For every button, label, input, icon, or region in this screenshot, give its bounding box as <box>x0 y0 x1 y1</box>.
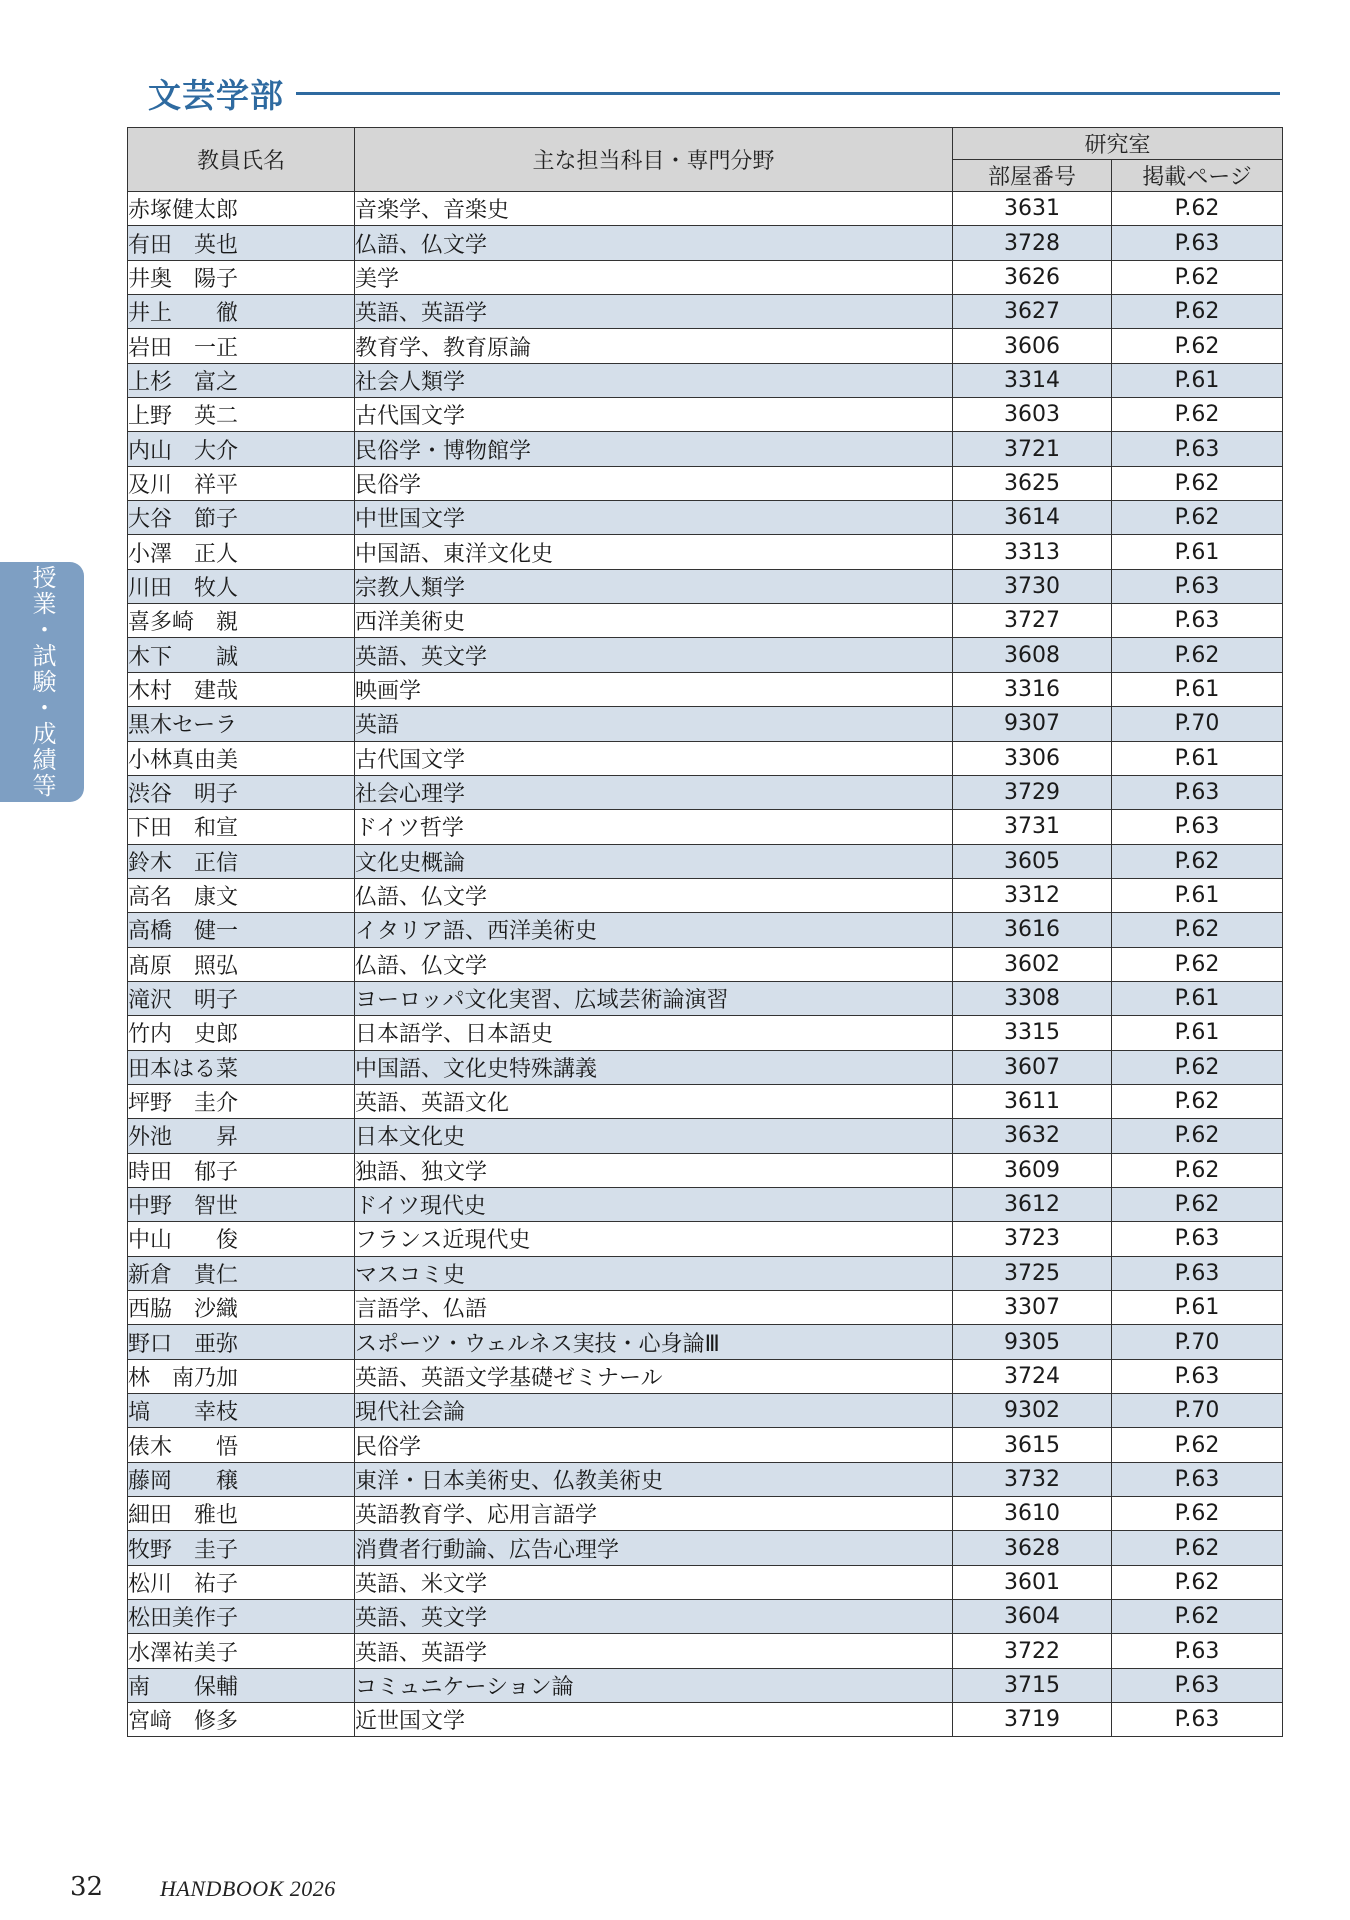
cell-page: P.61 <box>1112 1291 1283 1325</box>
cell-room: 3609 <box>953 1153 1112 1187</box>
cell-name: 中野 智世 <box>128 1187 355 1221</box>
cell-page: P.62 <box>1112 1187 1283 1221</box>
cell-page: P.62 <box>1112 1050 1283 1084</box>
cell-subject: スポーツ・ウェルネス実技・心身論Ⅲ <box>355 1325 953 1359</box>
cell-name: 黒木セーラ <box>128 707 355 741</box>
cell-room: 3602 <box>953 947 1112 981</box>
cell-subject: マスコミ史 <box>355 1256 953 1290</box>
cell-subject: 民俗学 <box>355 1428 953 1462</box>
cell-page: P.63 <box>1112 1256 1283 1290</box>
cell-room: 3724 <box>953 1359 1112 1393</box>
cell-room: 3604 <box>953 1600 1112 1634</box>
cell-room: 3725 <box>953 1256 1112 1290</box>
cell-page: P.63 <box>1112 1703 1283 1737</box>
table-row <box>128 1531 1283 1565</box>
cell-page: P.61 <box>1112 1016 1283 1050</box>
cell-name: 上野 英二 <box>128 398 355 432</box>
header-name: 教員氏名 <box>128 128 355 192</box>
table-row <box>128 1394 1283 1428</box>
cell-room: 3715 <box>953 1668 1112 1702</box>
cell-name: 上杉 富之 <box>128 363 355 397</box>
cell-room: 3611 <box>953 1084 1112 1118</box>
cell-name: 小澤 正人 <box>128 535 355 569</box>
table-row <box>128 1634 1283 1668</box>
table-row <box>128 1222 1283 1256</box>
cell-subject: 英語、英文学 <box>355 1600 953 1634</box>
cell-room: 3730 <box>953 569 1112 603</box>
cell-subject: 中世国文学 <box>355 501 953 535</box>
cell-page: P.63 <box>1112 432 1283 466</box>
table-row <box>128 741 1283 775</box>
header-page: 掲載ページ <box>1112 160 1283 192</box>
cell-subject: 現代社会論 <box>355 1394 953 1428</box>
cell-subject: 英語、英語学 <box>355 1634 953 1668</box>
table-row <box>128 535 1283 569</box>
cell-name: 鈴木 正信 <box>128 844 355 878</box>
table-row <box>128 569 1283 603</box>
cell-subject: 中国語、東洋文化史 <box>355 535 953 569</box>
table-row <box>128 775 1283 809</box>
cell-name: 髙原 照弘 <box>128 947 355 981</box>
table-row <box>128 1668 1283 1702</box>
table-row <box>128 638 1283 672</box>
cell-name: 岩田 一正 <box>128 329 355 363</box>
cell-room: 3615 <box>953 1428 1112 1462</box>
table-row <box>128 844 1283 878</box>
cell-subject: コミュニケーション論 <box>355 1668 953 1702</box>
table-row <box>128 1119 1283 1153</box>
table-row <box>128 810 1283 844</box>
cell-subject: 社会心理学 <box>355 775 953 809</box>
cell-room: 3314 <box>953 363 1112 397</box>
table-row <box>128 501 1283 535</box>
cell-room: 3605 <box>953 844 1112 878</box>
table-row <box>128 329 1283 363</box>
table-row <box>128 1256 1283 1290</box>
cell-subject: 仏語、仏文学 <box>355 947 953 981</box>
table-row <box>128 913 1283 947</box>
cell-name: 有田 英也 <box>128 226 355 260</box>
cell-name: 野口 亜弥 <box>128 1325 355 1359</box>
cell-room: 3312 <box>953 878 1112 912</box>
cell-page: P.62 <box>1112 638 1283 672</box>
cell-name: 赤塚健太郎 <box>128 192 355 226</box>
cell-page: P.62 <box>1112 329 1283 363</box>
cell-subject: 社会人類学 <box>355 363 953 397</box>
cell-subject: フランス近現代史 <box>355 1222 953 1256</box>
page-number: 32 <box>70 1872 104 1902</box>
cell-page: P.61 <box>1112 741 1283 775</box>
cell-subject: 日本語学、日本語史 <box>355 1016 953 1050</box>
cell-name: 喜多崎 親 <box>128 604 355 638</box>
cell-room: 3606 <box>953 329 1112 363</box>
cell-page: P.61 <box>1112 672 1283 706</box>
cell-name: 木村 建哉 <box>128 672 355 706</box>
cell-room: 3719 <box>953 1703 1112 1737</box>
cell-subject: 仏語、仏文学 <box>355 226 953 260</box>
cell-page: P.63 <box>1112 604 1283 638</box>
cell-page: P.62 <box>1112 295 1283 329</box>
cell-room: 3315 <box>953 1016 1112 1050</box>
cell-page: P.70 <box>1112 1394 1283 1428</box>
cell-subject: 美学 <box>355 260 953 294</box>
cell-name: 滝沢 明子 <box>128 981 355 1015</box>
cell-page: P.62 <box>1112 192 1283 226</box>
cell-page: P.62 <box>1112 398 1283 432</box>
cell-subject: 音楽学、音楽史 <box>355 192 953 226</box>
cell-room: 3307 <box>953 1291 1112 1325</box>
cell-room: 3721 <box>953 432 1112 466</box>
table-row <box>128 1187 1283 1221</box>
cell-page: P.61 <box>1112 363 1283 397</box>
cell-page: P.63 <box>1112 810 1283 844</box>
cell-subject: ドイツ現代史 <box>355 1187 953 1221</box>
cell-name: 木下 誠 <box>128 638 355 672</box>
cell-room: 3722 <box>953 1634 1112 1668</box>
cell-page: P.62 <box>1112 913 1283 947</box>
cell-room: 3729 <box>953 775 1112 809</box>
cell-page: P.62 <box>1112 1531 1283 1565</box>
cell-room: 9302 <box>953 1394 1112 1428</box>
table-row <box>128 1291 1283 1325</box>
cell-subject: 近世国文学 <box>355 1703 953 1737</box>
cell-page: P.70 <box>1112 1325 1283 1359</box>
cell-subject: ヨーロッパ文化実習、広域芸術論演習 <box>355 981 953 1015</box>
table-row <box>128 1600 1283 1634</box>
table-row <box>128 295 1283 329</box>
table-row <box>128 1050 1283 1084</box>
side-tab[interactable] <box>0 562 84 802</box>
table-row <box>128 672 1283 706</box>
cell-page: P.62 <box>1112 1153 1283 1187</box>
cell-subject: 消費者行動論、広告心理学 <box>355 1531 953 1565</box>
cell-room: 3723 <box>953 1222 1112 1256</box>
cell-subject: 教育学、教育原論 <box>355 329 953 363</box>
cell-subject: 英語、英語学 <box>355 295 953 329</box>
cell-room: 3626 <box>953 260 1112 294</box>
cell-name: 川田 牧人 <box>128 569 355 603</box>
header-room: 部屋番号 <box>953 160 1112 192</box>
table-row <box>128 981 1283 1015</box>
table-row <box>128 947 1283 981</box>
cell-name: 藤岡 穣 <box>128 1462 355 1496</box>
table-row <box>128 260 1283 294</box>
cell-subject: 宗教人類学 <box>355 569 953 603</box>
cell-page: P.62 <box>1112 1497 1283 1531</box>
cell-name: 井上 徹 <box>128 295 355 329</box>
cell-name: 高名 康文 <box>128 878 355 912</box>
cell-page: P.62 <box>1112 260 1283 294</box>
faculty-table <box>127 127 1283 1737</box>
cell-page: P.63 <box>1112 226 1283 260</box>
table-row <box>128 878 1283 912</box>
table-row <box>128 1153 1283 1187</box>
cell-subject: 古代国文学 <box>355 398 953 432</box>
cell-page: P.61 <box>1112 981 1283 1015</box>
cell-room: 3632 <box>953 1119 1112 1153</box>
table-row <box>128 1462 1283 1496</box>
cell-page: P.63 <box>1112 1359 1283 1393</box>
cell-room: 3607 <box>953 1050 1112 1084</box>
cell-name: 下田 和宣 <box>128 810 355 844</box>
cell-room: 3612 <box>953 1187 1112 1221</box>
cell-room: 3631 <box>953 192 1112 226</box>
cell-page: P.62 <box>1112 1119 1283 1153</box>
table-body <box>128 192 1283 1737</box>
cell-room: 3308 <box>953 981 1112 1015</box>
cell-subject: 文化史概論 <box>355 844 953 878</box>
cell-name: 塙 幸枝 <box>128 1394 355 1428</box>
cell-subject: 映画学 <box>355 672 953 706</box>
cell-name: 松川 祐子 <box>128 1565 355 1599</box>
cell-room: 3728 <box>953 226 1112 260</box>
book-title: HANDBOOK 2026 <box>160 1876 336 1901</box>
cell-room: 3627 <box>953 295 1112 329</box>
cell-room: 3732 <box>953 1462 1112 1496</box>
cell-name: 内山 大介 <box>128 432 355 466</box>
cell-subject: 古代国文学 <box>355 741 953 775</box>
cell-page: P.70 <box>1112 707 1283 741</box>
section-header <box>148 70 1280 116</box>
cell-room: 3603 <box>953 398 1112 432</box>
cell-room: 3727 <box>953 604 1112 638</box>
cell-name: 田本はる菜 <box>128 1050 355 1084</box>
section-title: 文芸学部 <box>148 76 284 115</box>
cell-page: P.63 <box>1112 775 1283 809</box>
table-row <box>128 604 1283 638</box>
table-row <box>128 466 1283 500</box>
table-row <box>128 432 1283 466</box>
cell-name: 時田 郁子 <box>128 1153 355 1187</box>
title-rule <box>296 92 1280 95</box>
cell-name: 新倉 貴仁 <box>128 1256 355 1290</box>
cell-subject: 英語教育学、応用言語学 <box>355 1497 953 1531</box>
cell-page: P.62 <box>1112 844 1283 878</box>
cell-room: 3316 <box>953 672 1112 706</box>
table-row <box>128 1016 1283 1050</box>
cell-page: P.62 <box>1112 947 1283 981</box>
cell-room: 3731 <box>953 810 1112 844</box>
cell-room: 3610 <box>953 1497 1112 1531</box>
cell-page: P.61 <box>1112 535 1283 569</box>
cell-page: P.62 <box>1112 466 1283 500</box>
cell-subject: 日本文化史 <box>355 1119 953 1153</box>
cell-name: 竹内 史郎 <box>128 1016 355 1050</box>
cell-name: 井奥 陽子 <box>128 260 355 294</box>
cell-name: 俵木 悟 <box>128 1428 355 1462</box>
cell-page: P.62 <box>1112 1428 1283 1462</box>
cell-room: 9305 <box>953 1325 1112 1359</box>
cell-subject: 言語学、仏語 <box>355 1291 953 1325</box>
cell-subject: 中国語、文化史特殊講義 <box>355 1050 953 1084</box>
cell-subject: 民俗学 <box>355 466 953 500</box>
cell-subject: 英語、英文学 <box>355 638 953 672</box>
side-tab-label: 授業・試験・成績等 <box>28 565 56 799</box>
cell-room: 3628 <box>953 1531 1112 1565</box>
cell-room: 3313 <box>953 535 1112 569</box>
cell-page: P.63 <box>1112 1634 1283 1668</box>
cell-room: 9307 <box>953 707 1112 741</box>
table-row <box>128 1703 1283 1737</box>
cell-room: 3306 <box>953 741 1112 775</box>
cell-page: P.63 <box>1112 1668 1283 1702</box>
header-subject: 主な担当科目・専門分野 <box>355 128 953 192</box>
cell-subject: 西洋美術史 <box>355 604 953 638</box>
cell-name: 中山 俊 <box>128 1222 355 1256</box>
table-row <box>128 1497 1283 1531</box>
cell-name: 外池 昇 <box>128 1119 355 1153</box>
cell-name: 渋谷 明子 <box>128 775 355 809</box>
table-row <box>128 1325 1283 1359</box>
header-lab: 研究室 <box>953 128 1283 160</box>
cell-name: 西脇 沙織 <box>128 1291 355 1325</box>
cell-subject: 仏語、仏文学 <box>355 878 953 912</box>
cell-page: P.61 <box>1112 878 1283 912</box>
cell-page: P.62 <box>1112 1600 1283 1634</box>
cell-subject: 東洋・日本美術史、仏教美術史 <box>355 1462 953 1496</box>
table-row <box>128 226 1283 260</box>
cell-page: P.63 <box>1112 1222 1283 1256</box>
cell-name: 及川 祥平 <box>128 466 355 500</box>
cell-name: 松田美作子 <box>128 1600 355 1634</box>
cell-subject: 英語、英語文学基礎ゼミナール <box>355 1359 953 1393</box>
cell-room: 3608 <box>953 638 1112 672</box>
cell-name: 牧野 圭子 <box>128 1531 355 1565</box>
cell-name: 宮﨑 修多 <box>128 1703 355 1737</box>
cell-subject: ドイツ哲学 <box>355 810 953 844</box>
table-row <box>128 1359 1283 1393</box>
cell-page: P.62 <box>1112 1565 1283 1599</box>
cell-room: 3625 <box>953 466 1112 500</box>
cell-name: 坪野 圭介 <box>128 1084 355 1118</box>
cell-page: P.62 <box>1112 501 1283 535</box>
cell-subject: 民俗学・博物館学 <box>355 432 953 466</box>
cell-page: P.62 <box>1112 1084 1283 1118</box>
cell-name: 小林真由美 <box>128 741 355 775</box>
table-row <box>128 1565 1283 1599</box>
cell-room: 3614 <box>953 501 1112 535</box>
cell-subject: イタリア語、西洋美術史 <box>355 913 953 947</box>
cell-name: 林 南乃加 <box>128 1359 355 1393</box>
table-row <box>128 1084 1283 1118</box>
table-row <box>128 707 1283 741</box>
cell-name: 水澤祐美子 <box>128 1634 355 1668</box>
cell-subject: 独語、独文学 <box>355 1153 953 1187</box>
table-row <box>128 363 1283 397</box>
cell-subject: 英語、米文学 <box>355 1565 953 1599</box>
cell-name: 高橋 健一 <box>128 913 355 947</box>
cell-room: 3616 <box>953 913 1112 947</box>
cell-name: 細田 雅也 <box>128 1497 355 1531</box>
cell-subject: 英語、英語文化 <box>355 1084 953 1118</box>
cell-page: P.63 <box>1112 1462 1283 1496</box>
cell-page: P.63 <box>1112 569 1283 603</box>
table-row <box>128 1428 1283 1462</box>
cell-subject: 英語 <box>355 707 953 741</box>
table-row <box>128 398 1283 432</box>
cell-name: 大谷 節子 <box>128 501 355 535</box>
cell-room: 3601 <box>953 1565 1112 1599</box>
table-row <box>128 192 1283 226</box>
cell-name: 南 保輔 <box>128 1668 355 1702</box>
